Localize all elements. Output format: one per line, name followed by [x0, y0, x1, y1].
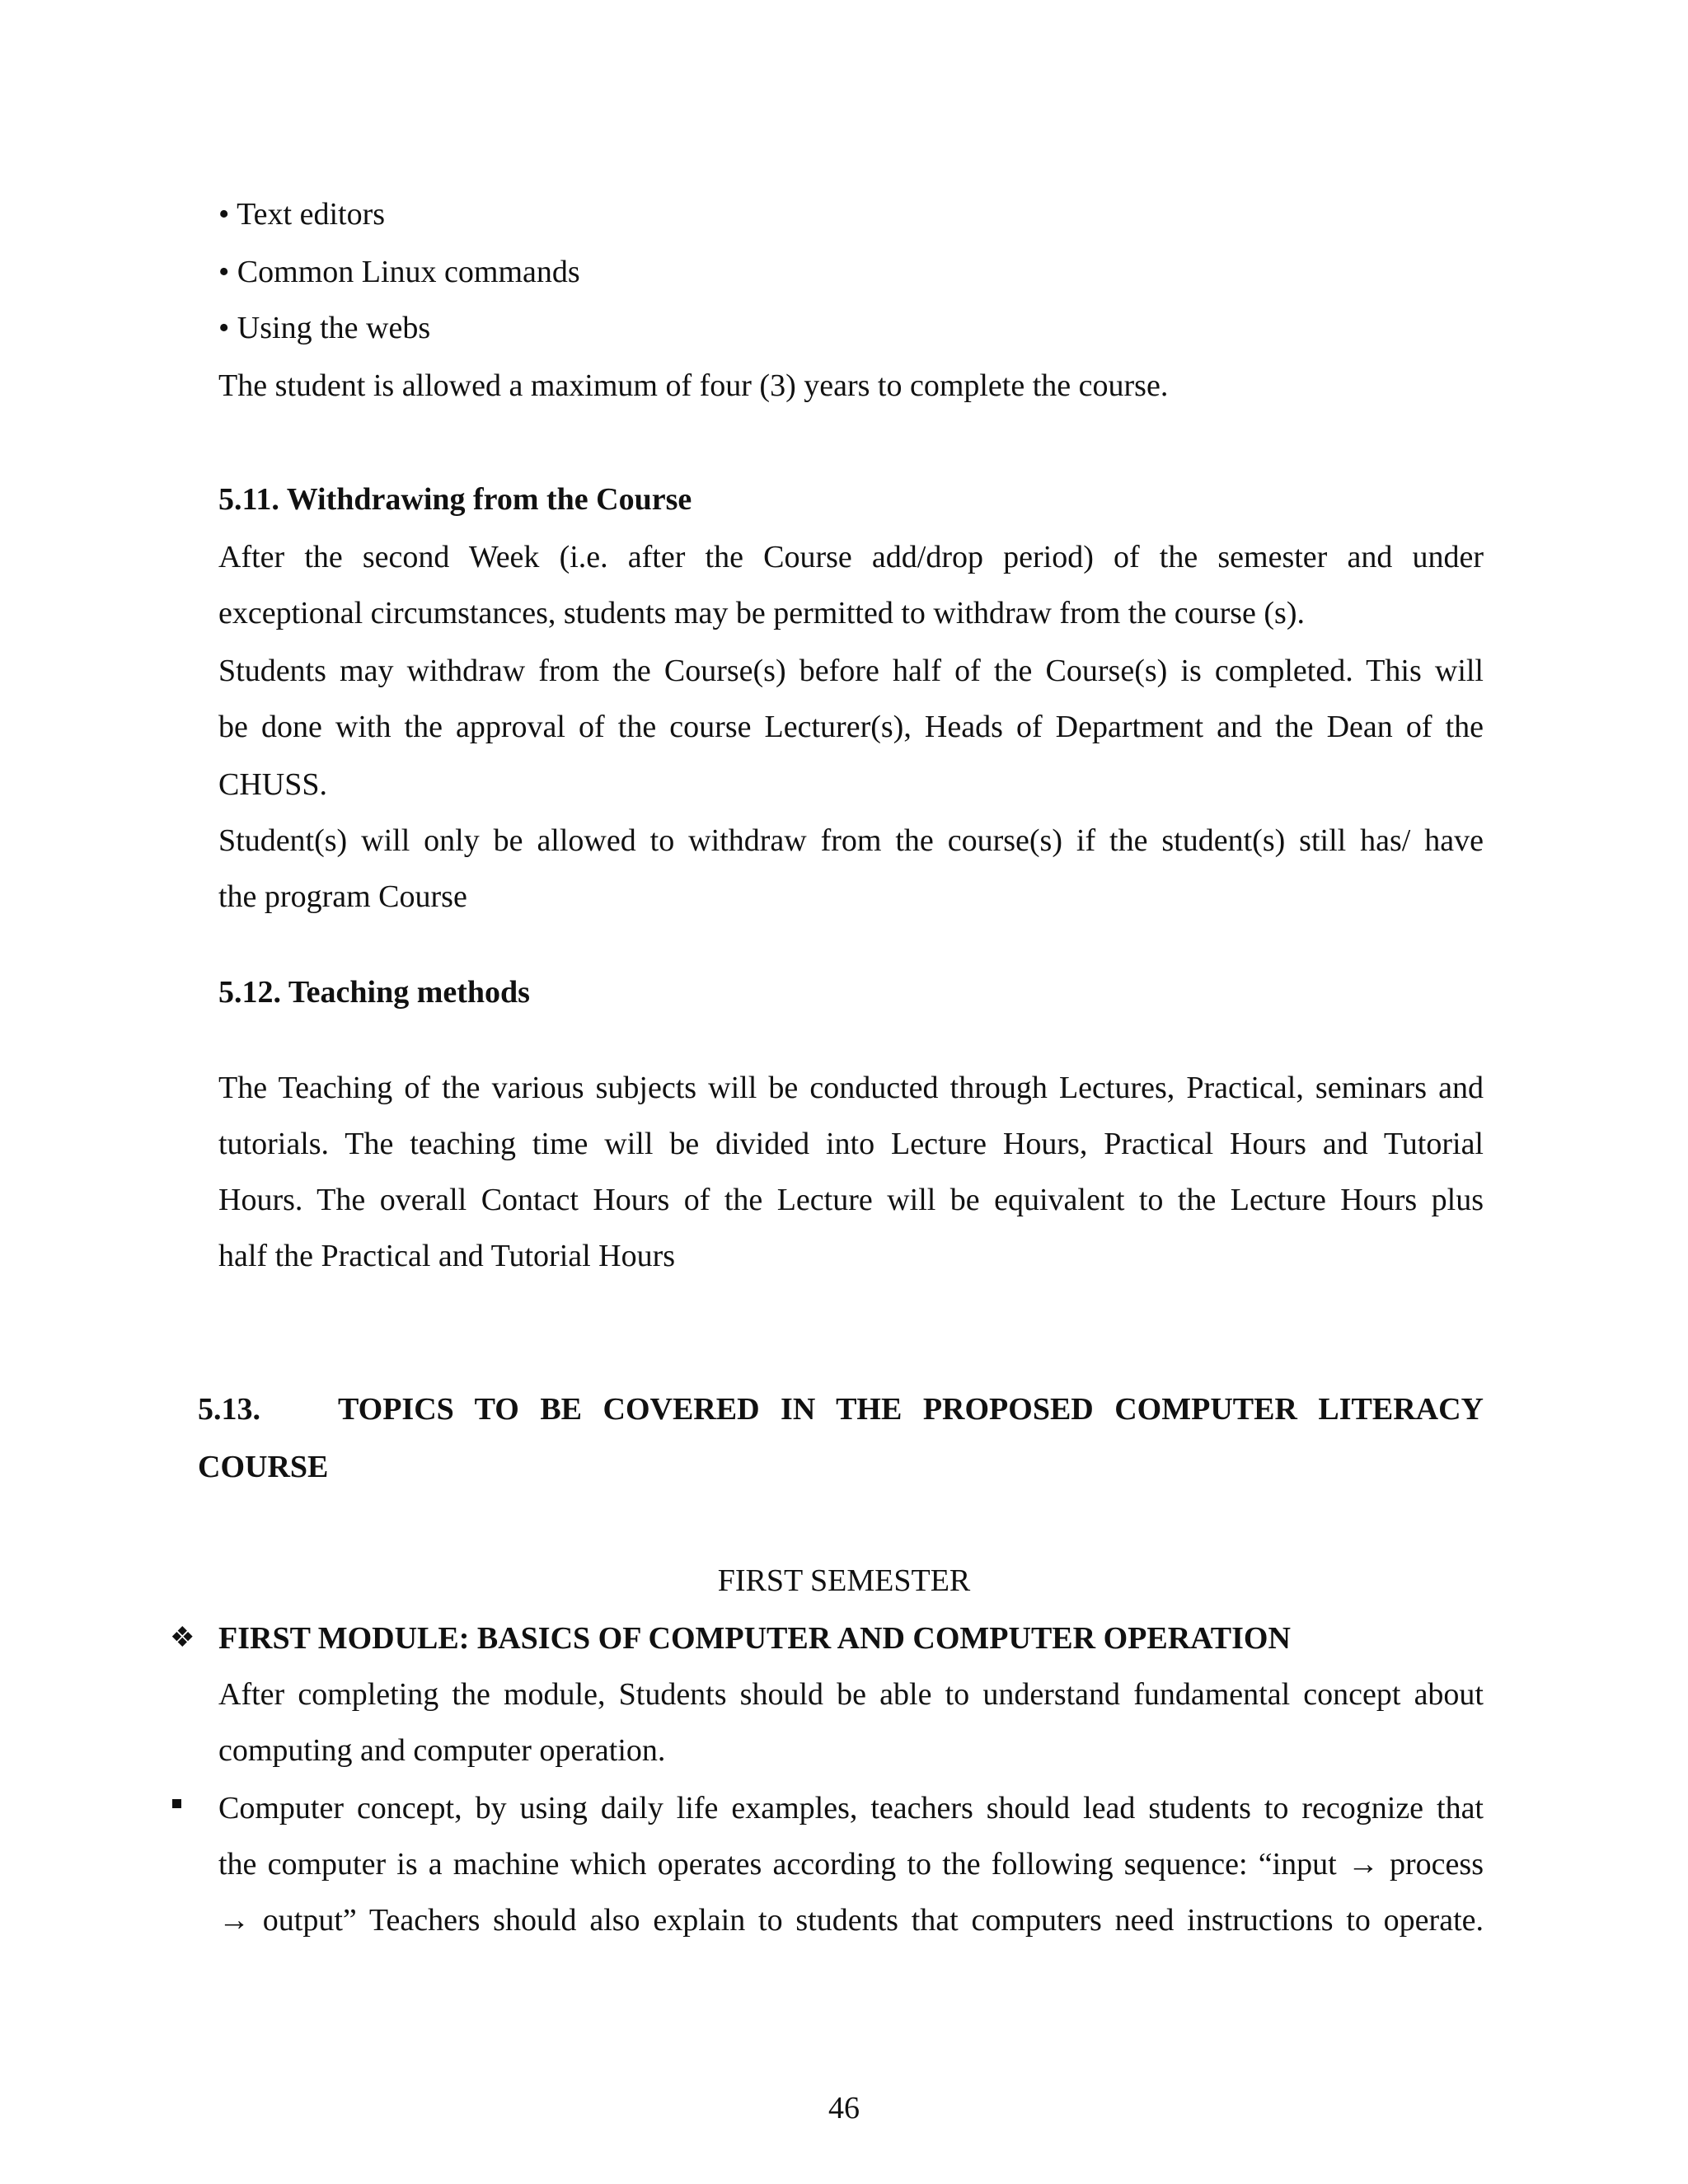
- bullet-using-webs: • Using the webs: [218, 311, 431, 345]
- diamond-bullet-icon: ❖: [170, 1623, 195, 1653]
- semester-label: FIRST SEMESTER: [717, 1563, 971, 1598]
- section-511-line: CHUSS.: [218, 767, 327, 802]
- section-511-line: Students may withdraw from the Course(s) before half of the Course(s) is completed. This will: [218, 654, 1484, 688]
- section-511-line: After the second Week (i.e. after the Course add/drop period) of the semester and under: [218, 540, 1484, 574]
- section-511-line: the program Course: [218, 879, 467, 914]
- section-513-title: TOPICS TO BE COVERED IN THE PROPOSED COMPUTER LITERACY: [338, 1392, 1484, 1427]
- module-line: After completing the module, Students should be able to understand fundamental concept about: [218, 1677, 1484, 1712]
- section-511-heading: 5.11. Withdrawing from the Course: [218, 482, 692, 517]
- concept-line: the computer is a machine which operates according to the following sequence: “input → process: [218, 1847, 1484, 1882]
- duration-note: The student is allowed a maximum of four (3) years to complete the course.: [218, 368, 1169, 403]
- section-513-title-continued: COURSE: [198, 1450, 329, 1484]
- square-bullet-icon: [172, 1799, 181, 1808]
- module-heading: FIRST MODULE: BASICS OF COMPUTER AND COMPUTER OPERATION: [218, 1621, 1291, 1656]
- page-number: 46: [828, 2091, 860, 2125]
- section-511-line: be done with the approval of the course Lecturer(s), Heads of Department and the Dean of the: [218, 710, 1484, 744]
- concept-line: Computer concept, by using daily life examples, teachers should lead students to recognize that: [218, 1791, 1484, 1825]
- section-511-line: Student(s) will only be allowed to withdraw from the course(s) if the student(s) still has/ have: [218, 823, 1484, 858]
- section-512-line: Hours. The overall Contact Hours of the Lecture will be equivalent to the Lecture Hours plus: [218, 1183, 1484, 1217]
- section-513-number: 5.13.: [198, 1392, 260, 1427]
- bullet-linux-commands: • Common Linux commands: [218, 255, 580, 289]
- section-512-line: tutorials. The teaching time will be divided into Lecture Hours, Practical Hours and Tutorial: [218, 1127, 1484, 1161]
- section-512-line: The Teaching of the various subjects will be conducted through Lectures, Practical, seminars and: [218, 1071, 1484, 1105]
- section-512-heading: 5.12. Teaching methods: [218, 975, 530, 1010]
- section-511-line: exceptional circumstances, students may be permitted to withdraw from the course (s).: [218, 596, 1305, 630]
- bullet-text-editors: • Text editors: [218, 197, 386, 232]
- module-line: computing and computer operation.: [218, 1733, 666, 1768]
- concept-line: → output” Teachers should also explain to students that computers need instructions to operate.: [218, 1903, 1484, 1938]
- section-513-heading: [198, 1390, 1484, 1429]
- section-512-line: half the Practical and Tutorial Hours: [218, 1239, 676, 1273]
